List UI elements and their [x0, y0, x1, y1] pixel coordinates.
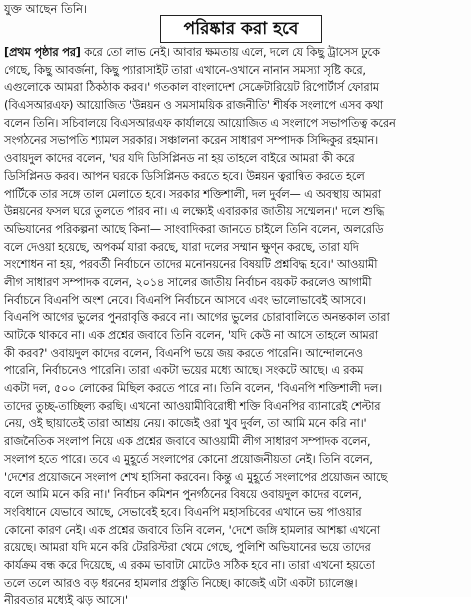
body-line: [প্রথম পৃষ্ঠার পর] করে তো লাভ নেই। আবার ক্ষমতায় এলে, দলে যে কিছু ট্রাসেস ঢুকে [4, 46, 380, 59]
body-line: সংলাপ হতে পারে। তবে এ মুহূর্তে সংলাপের কোনো প্রয়োজনীয়তা নেই। তিনি বলেন, [4, 452, 373, 466]
body-line: তাদের তুচ্ছ-তাচ্ছিল্য করছি। এখনো আওয়ামীবিরোধী শক্তি বিএনপির ব্যানারেই শেল্টার [4, 399, 381, 413]
body-line: কী করব?' ওবায়দুল কাদের বলেন, বিএনপি ভয়ে জয় করতে পারেনি। আন্দোলনেও [4, 346, 363, 360]
body-line: উন্নয়নের ফসল ঘরে তুলতে পারব না। এ লক্ষ্যেই এবারকার জাতীয় সম্মেলন।' দলে শুদ্ধি [4, 205, 385, 219]
body-line: বলেন তিনি। সচিবালয়ে বিএসআরএফ কার্যালয়ে আয়োজিত এ সংলাপে সভাপতিত্ব করেন [4, 116, 396, 130]
body-line: তলে তলে আরও বড় ধরনের হামলার প্রস্তুতি নিচ্ছে। কাজেই এটা একটা চ্যালেঞ্জ। [4, 576, 358, 590]
body-line: বলে দেওয়া হয়েছে, অপকর্ম যারা করছে, যারা দলের সম্মান ক্ষুণ্ন করছে, তারা যদি [4, 240, 359, 254]
body-line: কোনো কারণ নেই। এক প্রশ্নের জবাবে তিনি বলেন, 'দেশে জঙ্গি হামলার আশঙ্কা এখনো [4, 523, 380, 537]
body-line: সংগঠনের সভাপতি শ্যামল সরকার। সঞ্চালনা করেন সাধারণ সম্পাদক সিদ্দিকুর রহমান। [4, 134, 379, 148]
body-line: 'দেশের প্রয়োজনে সংলাপ শেখ হাসিনা করবেন। কিন্তু এ মুহূর্তে সংলাপের প্রয়োজন আছে [4, 470, 388, 484]
body-line: বলে আমি মনে করি না।' নির্বাচন কমিশন পুনর্গঠনের বিষয়ে ওবায়দুল কাদের বলেন, [4, 488, 362, 502]
body-line: পারেনি, নির্বাচনেও পারেনি। তারা একটা ভয়ের মধ্যে আছে। সংকটে আছে। এ রকম [4, 364, 364, 378]
body-line: পার্টিকে তার সঙ্গে তাল মেলাতে হবে। সরকার শক্তিশালী, দল দুর্বল— এ অবস্থায় আমরা [4, 187, 381, 201]
body-line: ডিসিপ্লিনড করব। আপন ঘরকে ডিসিপ্লিনড করতে হবে। উন্নয়ন ত্বরান্বিত করতে হলে [4, 169, 365, 183]
body-line: ওবায়দুল কাদের বলেন, 'ঘর যদি ডিসিপ্লিনড না হয় তাহলে বাইরে আমরা কী করে [4, 152, 355, 166]
body-line: রাজনৈতিক সংলাপ নিয়ে এক প্রশ্নের জবাবে আওয়ামী লীগ সাধারণ সম্পাদক বলেন, [4, 435, 371, 449]
article-body [4, 44, 467, 610]
body-line: কার্যক্রম বন্ধ করে দিয়েছে, এ রকম ভাবাটা মোটেও সঠিক হবে না। তারা এখনো হয়তো [4, 558, 375, 572]
continuation-label: [প্রথম পৃষ্ঠার পর] [4, 46, 81, 59]
previous-article-tail: যুক্ত আছেন তিনি। [4, 2, 88, 16]
body-line: অভিযানের পরিকল্পনা আছে কিনা— সাংবাদিকরা জানতে চাইলে তিনি বলেন, অলরেডি [4, 222, 384, 236]
body-line: নীরবতার মধ্যেই ঝড় আসে।' [4, 594, 128, 608]
body-line: (বিএসআরএফ) আয়োজিত 'উন্নয়ন ও সমসাময়িক রাজনীতি' শীর্ষক সংলাপে এসব কথা [4, 99, 384, 113]
body-line: সংশোধন না হয়, পরবর্তী নির্বাচনে তাদের মনোনয়নের বিষয়টি প্রশ্নবিদ্ধ হবে।' আওয়ামী [4, 258, 378, 272]
body-line: নেয়, ওই ছায়াতেই তারা আশ্রয় নেয়। কাজেই ওরা খুব দুর্বল, তা আমি মনে করি না।' [4, 417, 367, 431]
body-line: আটকে থাকবে না। এক প্রশ্নের জবাবে তিনি বলেন, 'যদি কেউ না আসে তাহলে আমরা [4, 329, 378, 342]
headline-box [160, 15, 322, 43]
article-headline: পরিষ্কার করা হবে [183, 19, 299, 39]
body-line: একটা দল, ৫০০ লোকের মিছিল করতে পারে না। তিনি বলেন, 'বিএনপি শক্তিশালী দল। [4, 382, 383, 396]
body-line: গেছে, কিছু আবর্জনা, কিছু প্যারাসাইট তারা এখানে-ওখানে নানান সমস্যা সৃষ্টি করে, [4, 63, 366, 77]
body-line: রয়েছে। আমরা যদি মনে করি টেররিস্টরা থেমে গেছে, পুলিশি অভিযানের ভয়ে তাদের [4, 541, 371, 555]
body-line: লীগ সাধারণ সম্পাদক বলেন, ২০১৪ সালের জাতীয় নির্বাচন বয়কট করলেও আগামী [4, 275, 372, 289]
body-line: সংবিধানে যেভাবে আছে, সেভাবেই হবে। বিএনপি মহাসচিবের এখানে ভয় পাওয়ার [4, 505, 362, 519]
body-line: বিএনপি আগের ভুলের পুনরাবৃত্তি করবে না। আগের ভুলের চোরাবালিতে অনন্তকাল তারা [4, 311, 390, 325]
body-line: নির্বাচনে বিএনপি অংশ নেবে। বিএনপি নির্বাচনে আসবে এবং ভালোভাবেই আসবে। [4, 293, 366, 307]
body-line: এগুলোকে আমরা ঠিকঠাক করব।' গতকাল বাংলাদেশ সেক্রেটারিয়েট রিপোর্টার্স ফোরাম [4, 81, 379, 95]
